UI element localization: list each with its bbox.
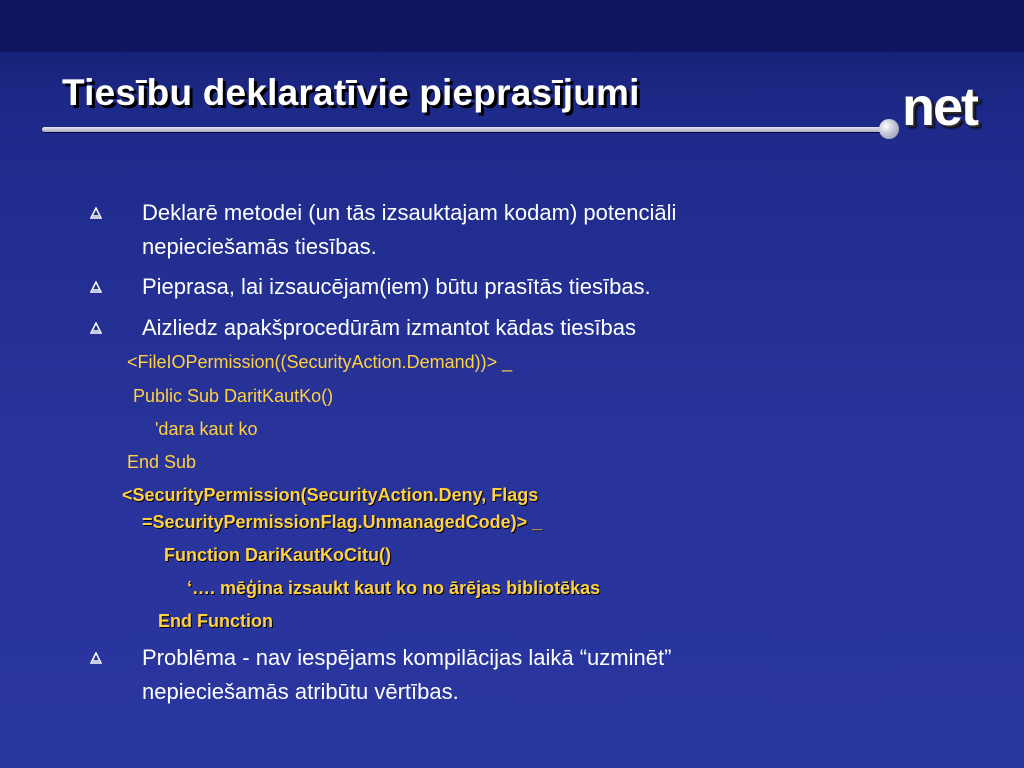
bullet-2 (142, 270, 922, 304)
folded-flag-icon (90, 652, 102, 664)
bullet-4 (142, 641, 922, 709)
code-line-5: <SecurityPermission(SecurityAction.Deny, Flags (122, 485, 539, 505)
folded-flag-icon (90, 322, 102, 334)
title-underline-ball (879, 119, 899, 139)
code-line-3: 'dara kaut ko (155, 419, 258, 439)
net-logo: net (902, 77, 977, 137)
code-line-6: =SecurityPermissionFlag.UnmanagedCode)> _ (142, 512, 543, 532)
top-band (0, 0, 1024, 52)
title-underline (42, 127, 884, 132)
bullet-4-line-2: nepieciešamās atribūtu vērtības. (142, 679, 459, 704)
code-line-7: Function DariKautKoCitu() (164, 545, 391, 565)
bullet-4-line-1: Problēma - nav iespējams kompilācijas laikā “uzminēt” (142, 645, 672, 670)
folded-flag-icon (90, 207, 102, 219)
code-line-8: ‘…. mēģina izsaukt kaut ko no ārējas bibliotēkas (187, 578, 601, 598)
code-line-1: <FileIOPermission((SecurityAction.Demand))> _ (127, 352, 513, 372)
code-line-9: End Function (158, 611, 273, 631)
slide-title: Tiesību deklaratīvie pieprasījumi (62, 72, 640, 113)
code-line-4: End Sub (127, 452, 197, 472)
bullet-3 (142, 311, 922, 345)
bullet-1-line-1: Deklarē metodei (un tās izsauktajam kodam) potenciāli (142, 200, 677, 225)
bullet-1 (142, 196, 922, 264)
bullet-1-line-2: nepieciešamās tiesības. (142, 234, 377, 259)
bullet-3-line-1: Aizliedz apakšprocedūrām izmantot kādas tiesības (142, 315, 637, 340)
folded-flag-icon (90, 281, 102, 293)
code-line-2: Public Sub DaritKautKo() (133, 386, 334, 406)
bullet-2-line-1: Pieprasa, lai izsaucējam(iem) būtu prasītās tiesības. (142, 274, 651, 299)
